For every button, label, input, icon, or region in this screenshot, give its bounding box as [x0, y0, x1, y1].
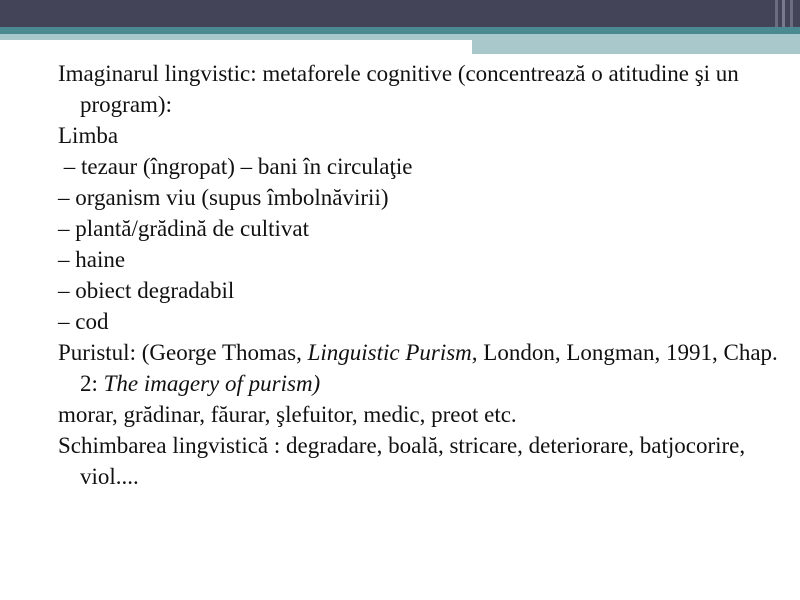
slide-line-change: Schimbarea lingvistică : degradare, boală, stricare, deteriorare, batjocorire, viol....	[58, 433, 746, 489]
header-accent-stripe	[782, 0, 785, 27]
slide-line-purist	[58, 337, 778, 399]
purist-middle: London, Longman, 1991, Chap. 2:	[80, 340, 778, 396]
header-bar-dark	[0, 0, 800, 27]
slide-line-tezaur: – tezaur (îngropat) – bani în circulaţie	[58, 154, 413, 179]
slide-line-haine: – haine	[58, 247, 126, 272]
purist-prefix: Puristul: (George Thomas,	[58, 340, 308, 365]
header-bar-light-right	[472, 34, 800, 54]
slide-line-cod: – cod	[58, 309, 109, 334]
slide-line-organism: – organism viu (supus îmbolnăvirii)	[58, 185, 389, 210]
header-accent-stripe	[775, 0, 778, 27]
slide-line-obiect: – obiect degradabil	[58, 278, 235, 303]
slide-body	[58, 58, 778, 492]
header-bar-light-left	[0, 34, 472, 40]
slide-line-intro: Imaginarul lingvistic: metaforele cognitive (concentrează o atitudine şi un program):	[58, 61, 739, 117]
purist-book-title: Linguistic Purism,	[307, 340, 478, 365]
header-bar-teal	[0, 27, 800, 34]
header-accent-stripe	[790, 0, 793, 27]
slide-line-planta: – plantă/grădină de cultivat	[58, 216, 309, 241]
purist-chapter-title: The imagery of purism)	[103, 371, 321, 396]
slide-line-trades: morar, grădinar, făurar, şlefuitor, medic, preot etc.	[58, 402, 517, 427]
slide-line-limba: Limba	[58, 123, 119, 148]
